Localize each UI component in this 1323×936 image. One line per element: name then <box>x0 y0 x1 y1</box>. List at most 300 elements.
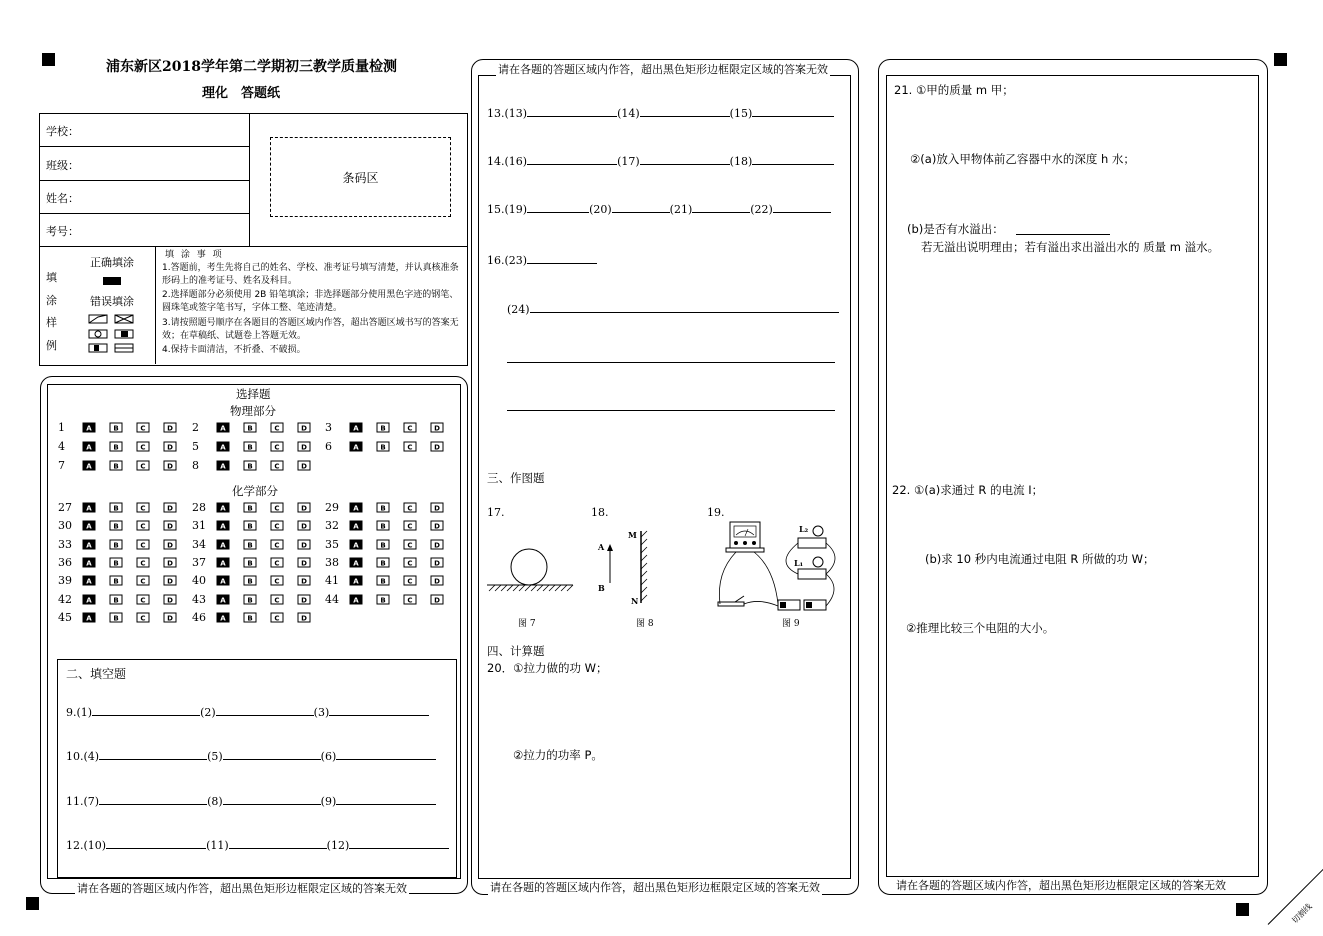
question-number: 46 <box>192 610 206 624</box>
svg-text:C: C <box>407 504 413 513</box>
option-bubble-d[interactable] <box>163 422 177 432</box>
answer-blank[interactable] <box>329 705 429 716</box>
svg-text:B: B <box>247 443 253 452</box>
option-bubble-b[interactable] <box>376 422 390 432</box>
option-bubble-a[interactable] <box>82 575 96 585</box>
q20-part2: ②拉力的功率 P。 <box>513 748 603 762</box>
svg-text:D: D <box>434 559 440 568</box>
option-bubble-a[interactable] <box>349 557 363 567</box>
answer-blank[interactable] <box>527 202 589 213</box>
q21-overflow-answer-line[interactable] <box>1016 234 1110 235</box>
svg-text:D: D <box>301 522 307 531</box>
svg-text:C: C <box>140 504 146 513</box>
option-bubble-a[interactable] <box>216 557 230 567</box>
option-bubble-b[interactable] <box>376 502 390 512</box>
svg-text:A: A <box>220 559 226 568</box>
option-bubble-b[interactable] <box>109 612 123 622</box>
q20-part1: 20．①拉力做的功 W； <box>487 661 608 675</box>
option-bubble-d[interactable] <box>163 557 177 567</box>
figure-8-mirror <box>595 527 655 607</box>
option-bubble-b[interactable] <box>376 594 390 604</box>
svg-text:A: A <box>220 504 226 513</box>
option-bubble-a[interactable] <box>349 594 363 604</box>
answer-blank[interactable] <box>612 202 670 213</box>
lamp-label-l1: L₁ <box>794 558 804 568</box>
question-number: 4 <box>58 440 65 453</box>
option-bubble-b[interactable] <box>243 520 257 530</box>
option-bubble-a[interactable] <box>82 557 96 567</box>
option-bubble-a[interactable] <box>82 612 96 622</box>
svg-text:A: A <box>86 577 92 586</box>
guide-side-2: 涂 <box>46 294 57 307</box>
blank-label: (5) <box>207 750 223 763</box>
option-bubble-d[interactable] <box>297 520 311 530</box>
option-bubble-c[interactable] <box>136 575 150 585</box>
positioning-mark <box>1274 53 1287 66</box>
option-bubble-c[interactable] <box>403 557 417 567</box>
svg-text:C: C <box>274 462 280 471</box>
question-number: 27 <box>58 501 72 514</box>
option-bubble-c[interactable] <box>136 557 150 567</box>
option-bubble-c[interactable] <box>270 539 284 549</box>
option-bubble-a[interactable] <box>216 502 230 512</box>
question-number: 32 <box>325 519 339 533</box>
q16-blank-24[interactable]: (24) <box>507 302 839 316</box>
svg-text:B: B <box>380 504 386 513</box>
blank-label: (15) <box>729 107 753 120</box>
answer-blank[interactable] <box>336 794 436 805</box>
option-bubble-b[interactable] <box>243 460 257 470</box>
option-bubble-d[interactable] <box>297 502 311 512</box>
option-bubble-d[interactable] <box>163 612 177 622</box>
calc-section-title: 四、计算题 <box>487 644 545 658</box>
option-bubble-c[interactable] <box>136 520 150 530</box>
option-bubble-c[interactable] <box>270 441 284 451</box>
svg-text:A: A <box>220 522 226 531</box>
notes-item-1: 1.答题前，考生先将自己的姓名、学校、准考证号填写清楚，并认真核准条形码上的准考证号、姓名及科目。 <box>162 263 459 286</box>
option-bubble-c[interactable] <box>136 422 150 432</box>
svg-text:D: D <box>301 443 307 452</box>
option-bubble-a[interactable] <box>216 575 230 585</box>
wrong-fill-samples <box>88 313 138 355</box>
option-bubble-b[interactable] <box>109 502 123 512</box>
option-bubble-d[interactable] <box>430 441 444 451</box>
svg-text:C: C <box>140 522 146 531</box>
option-bubble-c[interactable] <box>403 539 417 549</box>
option-bubble-a[interactable] <box>82 539 96 549</box>
option-bubble-d[interactable] <box>430 594 444 604</box>
blank-label: 9.(1) <box>66 706 93 719</box>
q16-answer-line[interactable] <box>507 362 835 363</box>
option-bubble-d[interactable] <box>163 460 177 470</box>
option-bubble-c[interactable] <box>136 539 150 549</box>
answer-blank[interactable] <box>336 749 436 760</box>
option-bubble-d[interactable] <box>297 441 311 451</box>
blank-label: (14) <box>617 107 640 120</box>
option-bubble-d[interactable] <box>430 557 444 567</box>
svg-text:A: A <box>220 424 226 433</box>
svg-text:A: A <box>353 424 359 433</box>
svg-text:B: B <box>247 424 253 433</box>
svg-text:D: D <box>167 424 173 433</box>
lamp-label-l2: L₂ <box>799 524 809 534</box>
svg-text:A: A <box>353 504 359 513</box>
option-bubble-d[interactable] <box>297 612 311 622</box>
option-bubble-d[interactable] <box>297 460 311 470</box>
svg-text:A: A <box>353 596 359 604</box>
option-bubble-b[interactable] <box>109 557 123 567</box>
option-bubble-a[interactable] <box>349 441 363 451</box>
option-bubble-b[interactable] <box>376 575 390 585</box>
option-bubble-d[interactable] <box>297 594 311 604</box>
option-bubble-a[interactable] <box>216 441 230 451</box>
svg-text:D: D <box>301 559 307 568</box>
q21-part1: 21. ①甲的质量 m 甲； <box>894 83 1014 97</box>
figure-9-caption: 图 9 <box>782 619 800 629</box>
answer-blank[interactable] <box>229 838 327 849</box>
option-bubble-b[interactable] <box>243 422 257 432</box>
option-bubble-b[interactable] <box>376 539 390 549</box>
option-bubble-a[interactable] <box>82 441 96 451</box>
option-bubble-b[interactable] <box>109 539 123 549</box>
svg-text:A: A <box>353 522 359 531</box>
option-bubble-b[interactable] <box>243 557 257 567</box>
svg-text:C: C <box>274 424 280 433</box>
option-bubble-a[interactable] <box>349 422 363 432</box>
blank-label: (21) <box>669 203 693 216</box>
question-number: 7 <box>58 459 65 472</box>
option-bubble-b[interactable] <box>243 612 257 622</box>
exam-number-field[interactable]: 考号： <box>46 225 79 238</box>
question-number: 45 <box>58 610 72 624</box>
option-bubble-a[interactable] <box>82 460 96 470</box>
blank-row <box>66 794 436 808</box>
svg-text:D: D <box>301 614 307 623</box>
svg-text:C: C <box>274 443 280 452</box>
answer-blank[interactable] <box>773 202 831 213</box>
question-number: 39 <box>58 574 72 588</box>
option-bubble-c[interactable] <box>136 612 150 622</box>
svg-text:D: D <box>167 577 173 586</box>
option-bubble-c[interactable] <box>136 502 150 512</box>
svg-text:A: A <box>86 424 92 433</box>
blank-label: (12) <box>326 839 350 852</box>
option-bubble-d[interactable] <box>297 557 311 567</box>
option-bubble-c[interactable] <box>270 520 284 530</box>
svg-text:B: B <box>380 424 386 433</box>
answer-blank[interactable] <box>752 154 834 165</box>
blank-label: 10.(4) <box>66 750 100 763</box>
svg-text:C: C <box>140 443 146 452</box>
svg-text:B: B <box>113 596 119 604</box>
svg-text:C: C <box>407 577 413 586</box>
svg-text:C: C <box>274 541 280 550</box>
option-bubble-d[interactable] <box>163 594 177 604</box>
answer-blank[interactable] <box>99 794 207 805</box>
figure-8-caption: 图 8 <box>636 619 654 629</box>
question-number: 43 <box>192 592 206 606</box>
option-bubble-a[interactable] <box>216 539 230 549</box>
option-bubble-d[interactable] <box>430 502 444 512</box>
option-bubble-d[interactable] <box>163 575 177 585</box>
page-subtitle: 理化 答题纸 <box>202 86 281 101</box>
svg-text:C: C <box>140 541 146 550</box>
option-bubble-b[interactable] <box>109 594 123 604</box>
svg-text:C: C <box>407 541 413 550</box>
q16-answer-line[interactable] <box>507 410 835 411</box>
option-bubble-d[interactable] <box>297 422 311 432</box>
option-bubble-d[interactable] <box>163 520 177 530</box>
blank-row <box>487 154 834 168</box>
svg-text:B: B <box>113 541 119 550</box>
option-bubble-c[interactable] <box>136 441 150 451</box>
option-bubble-c[interactable] <box>270 422 284 432</box>
svg-text:A: A <box>86 462 92 471</box>
cut-line-label: 切割线 <box>1290 901 1314 926</box>
chem-title: 化学部分 <box>232 484 278 498</box>
option-bubble-c[interactable] <box>270 502 284 512</box>
option-bubble-d[interactable] <box>163 502 177 512</box>
option-bubble-b[interactable] <box>243 575 257 585</box>
blank-label: (20) <box>589 203 612 216</box>
guide-side-4: 例 <box>46 339 57 352</box>
svg-text:C: C <box>407 424 413 433</box>
option-bubble-c[interactable] <box>403 575 417 585</box>
option-bubble-c[interactable] <box>403 422 417 432</box>
option-bubble-d[interactable] <box>297 575 311 585</box>
blank-label: (18) <box>729 155 753 168</box>
option-bubble-d[interactable] <box>297 539 311 549</box>
q21-part2b: (b)是否有水溢出： <box>907 222 1004 236</box>
notice-middle-top: 请在各题的答题区域内作答，超出黑色矩形边框限定区域的答案无效 <box>498 63 828 76</box>
option-bubble-b[interactable] <box>243 594 257 604</box>
option-bubble-a[interactable] <box>349 575 363 585</box>
figure-9-circuit <box>714 518 844 613</box>
blank-label: 13.(13) <box>487 107 528 120</box>
physics-title: 物理部分 <box>230 404 276 418</box>
svg-text:B: B <box>247 559 253 568</box>
svg-text:B: B <box>113 559 119 568</box>
svg-text:D: D <box>301 596 307 604</box>
option-bubble-a[interactable] <box>216 612 230 622</box>
answer-blank[interactable] <box>527 154 617 165</box>
positioning-mark <box>26 897 39 910</box>
svg-text:C: C <box>274 522 280 531</box>
blank-row <box>66 749 436 763</box>
svg-text:A: A <box>353 443 359 452</box>
option-bubble-b[interactable] <box>376 441 390 451</box>
correct-fill-sample <box>103 277 121 285</box>
option-bubble-a[interactable] <box>216 520 230 530</box>
svg-text:D: D <box>167 559 173 568</box>
page-title: 浦东新区2018学年第二学期初三教学质量检测 <box>106 59 397 75</box>
option-bubble-a[interactable] <box>349 539 363 549</box>
q18-label: 18. <box>591 506 609 519</box>
svg-text:B: B <box>113 614 119 623</box>
guide-side-1: 填 <box>46 271 57 284</box>
option-bubble-b[interactable] <box>243 441 257 451</box>
blank-row <box>487 202 831 216</box>
answer-blank[interactable] <box>223 749 321 760</box>
svg-text:B: B <box>380 596 386 604</box>
svg-text:D: D <box>301 424 307 433</box>
svg-text:D: D <box>167 462 173 471</box>
option-bubble-c[interactable] <box>270 575 284 585</box>
option-bubble-c[interactable] <box>270 594 284 604</box>
svg-text:D: D <box>167 504 173 513</box>
svg-text:A: A <box>220 596 226 604</box>
option-bubble-c[interactable] <box>403 502 417 512</box>
blank-label: (17) <box>617 155 640 168</box>
question-number: 5 <box>192 440 199 453</box>
option-bubble-c[interactable] <box>136 594 150 604</box>
svg-text:B: B <box>380 577 386 586</box>
blank-row <box>66 838 449 852</box>
svg-text:C: C <box>407 596 413 604</box>
option-bubble-a[interactable] <box>216 460 230 470</box>
notes-item-2: 2.选择题部分必须使用 2B 铅笔填涂；非选择题部分使用黑色字迹的钢笔、圆珠笔或签字笔书写，字体工整、笔迹清楚。 <box>162 290 459 313</box>
option-bubble-c[interactable] <box>136 460 150 470</box>
question-number: 41 <box>325 574 339 588</box>
class-field[interactable]: 班级： <box>40 147 249 181</box>
option-bubble-d[interactable] <box>430 575 444 585</box>
svg-text:C: C <box>407 559 413 568</box>
option-bubble-b[interactable] <box>376 520 390 530</box>
option-bubble-c[interactable] <box>403 441 417 451</box>
svg-text:A: A <box>86 443 92 452</box>
question-number: 30 <box>58 519 72 533</box>
option-bubble-b[interactable] <box>109 575 123 585</box>
option-bubble-c[interactable] <box>403 594 417 604</box>
blank-label: (6) <box>320 750 337 763</box>
question-number: 3 <box>325 421 332 434</box>
blank-label: (9) <box>320 795 337 808</box>
q22-part1b: (b)求 10 秒内电流通过电阻 R 所做的功 W； <box>925 552 1155 566</box>
option-bubble-a[interactable] <box>82 502 96 512</box>
svg-text:A: A <box>86 614 92 623</box>
answer-blank[interactable] <box>692 202 750 213</box>
answer-blank[interactable] <box>106 838 206 849</box>
svg-text:C: C <box>274 504 280 513</box>
q19-label: 19. <box>707 506 725 519</box>
answer-blank[interactable] <box>527 106 617 117</box>
svg-text:D: D <box>434 596 440 604</box>
svg-text:D: D <box>301 462 307 471</box>
figure-7-caption: 图 7 <box>518 619 536 629</box>
svg-text:B: B <box>380 541 386 550</box>
answer-blank[interactable] <box>349 838 449 849</box>
blank-label: 15.(19) <box>487 203 528 216</box>
q22-part1a: 22. ①(a)求通过 R 的电流 I； <box>892 483 1044 497</box>
blank-label: (2) <box>200 706 216 719</box>
question-number: 8 <box>192 459 199 472</box>
answer-blank[interactable] <box>752 106 834 117</box>
svg-text:B: B <box>113 462 119 471</box>
svg-text:D: D <box>434 541 440 550</box>
question-number: 36 <box>58 555 72 569</box>
notice-left: 请在各题的答题区域内作答，超出黑色矩形边框限定区域的答案无效 <box>77 882 407 895</box>
svg-text:B: B <box>380 443 386 452</box>
option-bubble-d[interactable] <box>163 539 177 549</box>
option-bubble-b[interactable] <box>109 441 123 451</box>
question-number: 37 <box>192 555 206 569</box>
svg-text:C: C <box>274 559 280 568</box>
answer-blank[interactable] <box>640 106 730 117</box>
svg-text:D: D <box>167 541 173 550</box>
question-number: 38 <box>325 555 339 569</box>
option-bubble-b[interactable] <box>109 422 123 432</box>
question-number: 31 <box>192 519 206 533</box>
option-bubble-c[interactable] <box>270 612 284 622</box>
svg-text:D: D <box>167 522 173 531</box>
option-bubble-a[interactable] <box>216 422 230 432</box>
svg-text:D: D <box>301 541 307 550</box>
svg-text:A: A <box>220 462 226 471</box>
name-field[interactable]: 姓名： <box>40 180 249 214</box>
school-field[interactable]: 学校： <box>40 113 249 147</box>
svg-text:D: D <box>167 443 173 452</box>
answer-blank[interactable] <box>216 705 314 716</box>
svg-text:B: B <box>380 522 386 531</box>
question-number: 2 <box>192 421 199 434</box>
question-number: 42 <box>58 592 72 606</box>
svg-text:B: B <box>247 596 253 604</box>
answer-blank[interactable] <box>92 705 200 716</box>
question-number: 34 <box>192 537 206 551</box>
notes-title: 填 涂 事 项 <box>165 250 224 260</box>
option-bubble-a[interactable] <box>82 594 96 604</box>
option-bubble-a[interactable] <box>82 520 96 530</box>
option-bubble-d[interactable] <box>430 422 444 432</box>
option-bubble-b[interactable] <box>243 539 257 549</box>
option-bubble-d[interactable] <box>430 539 444 549</box>
svg-text:C: C <box>140 577 146 586</box>
positioning-mark <box>1236 903 1249 916</box>
option-bubble-c[interactable] <box>403 520 417 530</box>
option-bubble-b[interactable] <box>109 460 123 470</box>
question-number: 44 <box>325 592 339 606</box>
option-bubble-a[interactable] <box>349 520 363 530</box>
option-bubble-c[interactable] <box>270 557 284 567</box>
svg-text:B: B <box>113 577 119 586</box>
answer-blank[interactable] <box>99 749 207 760</box>
option-bubble-c[interactable] <box>270 460 284 470</box>
mirror-label-m: M <box>628 530 637 540</box>
svg-text:A: A <box>220 443 226 452</box>
wrong-fill-label: 错误填涂 <box>90 295 134 308</box>
svg-text:D: D <box>167 596 173 604</box>
option-bubble-b[interactable] <box>376 557 390 567</box>
blank-label: (3) <box>313 706 330 719</box>
barcode-area: 条码区 <box>270 137 451 217</box>
answer-blank[interactable] <box>223 794 321 805</box>
blank-label: (11) <box>206 839 229 852</box>
svg-text:A: A <box>353 559 359 568</box>
option-bubble-a[interactable] <box>216 594 230 604</box>
q16-blank-23[interactable]: 16.(23) <box>487 253 597 267</box>
answer-blank[interactable] <box>640 154 730 165</box>
question-number: 28 <box>192 501 206 514</box>
question-number: 33 <box>58 537 72 551</box>
option-bubble-b[interactable] <box>109 520 123 530</box>
q21-part2c: 若无溢出说明理由；若有溢出求出溢出水的 质量 m 溢水。 <box>921 240 1220 254</box>
blank-label: 14.(16) <box>487 155 528 168</box>
option-bubble-d[interactable] <box>163 441 177 451</box>
option-bubble-a[interactable] <box>349 502 363 512</box>
option-bubble-a[interactable] <box>82 422 96 432</box>
option-bubble-d[interactable] <box>430 520 444 530</box>
option-bubble-b[interactable] <box>243 502 257 512</box>
